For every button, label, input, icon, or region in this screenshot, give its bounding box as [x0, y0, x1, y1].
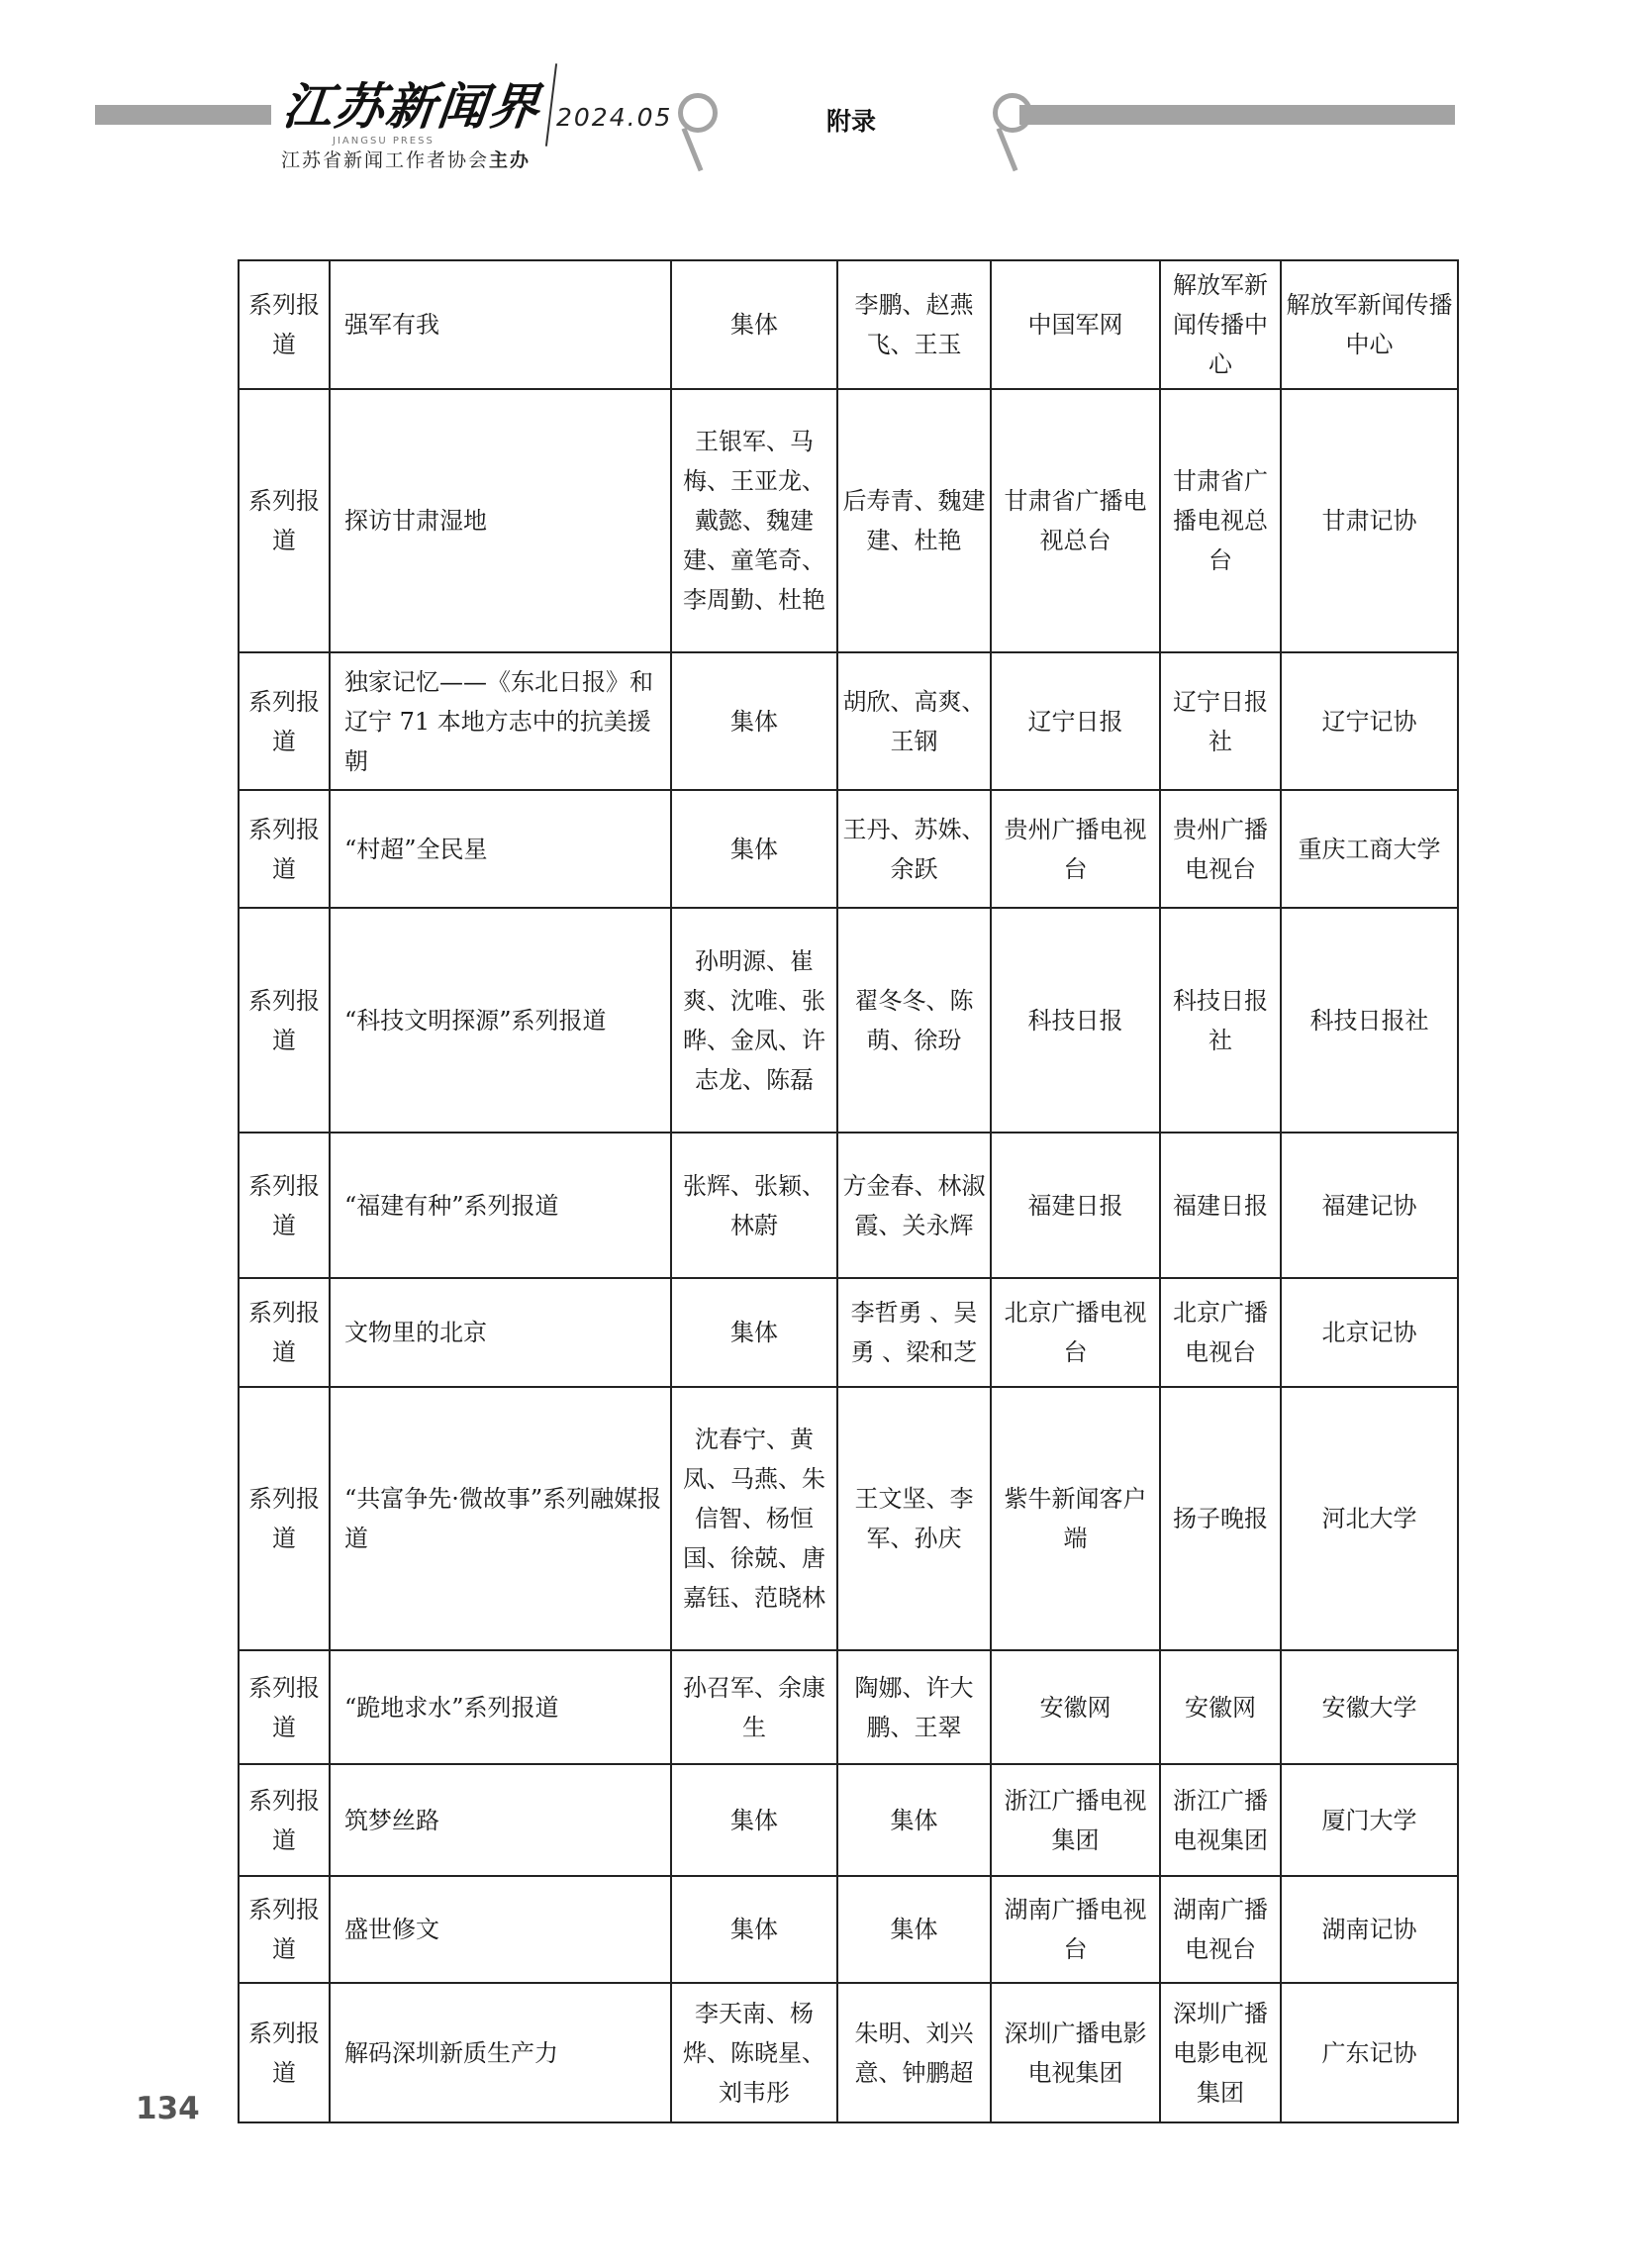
cell-type: 系列报道 [239, 790, 330, 908]
page-number: 134 [136, 2091, 200, 2126]
cell-publisher: 中国军网 [991, 260, 1160, 389]
cell-editors: 王文坚、李军、孙庆 [837, 1387, 991, 1650]
cell-type: 系列报道 [239, 1278, 330, 1387]
cell-authors: 张辉、张颖、林蔚 [671, 1133, 837, 1278]
cell-editors: 王丹、苏姝、余跃 [837, 790, 991, 908]
awards-table-body [239, 260, 1458, 2122]
cell-recommender: 河北大学 [1281, 1387, 1458, 1650]
cell-publisher: 贵州广播电视台 [991, 790, 1160, 908]
table-row [239, 1876, 1458, 1983]
pin-stem [997, 128, 1018, 172]
cell-recommender: 科技日报社 [1281, 908, 1458, 1133]
cell-unit: 扬子晚报 [1160, 1387, 1281, 1650]
table-row [239, 1278, 1458, 1387]
cell-unit: 安徽网 [1160, 1650, 1281, 1764]
cell-title: “科技文明探源”系列报道 [330, 908, 671, 1133]
cell-recommender: 湖南记协 [1281, 1876, 1458, 1983]
table-row [239, 1983, 1458, 2122]
cell-recommender: 厦门大学 [1281, 1764, 1458, 1876]
cell-unit: 解放军新闻传播中心 [1160, 260, 1281, 389]
cell-unit: 福建日报 [1160, 1133, 1281, 1278]
cell-authors: 王银军、马梅、王亚龙、戴懿、魏建建、童笔奇、李周勤、杜艳 [671, 389, 837, 652]
cell-authors: 集体 [671, 652, 837, 790]
table-row [239, 652, 1458, 790]
awards-table [238, 259, 1459, 2123]
cell-authors: 集体 [671, 1278, 837, 1387]
table-row [239, 260, 1458, 389]
cell-authors: 集体 [671, 790, 837, 908]
cell-publisher: 浙江广播电视集团 [991, 1764, 1160, 1876]
cell-publisher: 紫牛新闻客户端 [991, 1387, 1160, 1650]
cell-recommender: 北京记协 [1281, 1278, 1458, 1387]
cell-publisher: 辽宁日报 [991, 652, 1160, 790]
cell-editors: 后寿青、魏建建、杜艳 [837, 389, 991, 652]
cell-editors: 李哲勇 、吴勇 、梁和芝 [837, 1278, 991, 1387]
cell-authors: 沈春宁、黄凤、马燕、朱信智、杨恒国、徐兢、唐嘉钰、范晓林 [671, 1387, 837, 1650]
cell-editors: 朱明、刘兴意、钟鹏超 [837, 1983, 991, 2122]
masthead-subtitle: JIANGSU PRESS [333, 136, 435, 147]
cell-publisher: 湖南广播电视台 [991, 1876, 1160, 1983]
cell-editors: 方金春、林淑霞、关永辉 [837, 1133, 991, 1278]
cell-authors: 孙召军、余康生 [671, 1650, 837, 1764]
header-band-left [95, 105, 271, 125]
cell-publisher: 安徽网 [991, 1650, 1160, 1764]
cell-title: 解码深圳新质生产力 [330, 1983, 671, 2122]
cell-authors: 孙明源、崔爽、沈唯、张晔、金凤、许志龙、陈磊 [671, 908, 837, 1133]
cell-recommender: 安徽大学 [1281, 1650, 1458, 1764]
cell-unit: 湖南广播电视台 [1160, 1876, 1281, 1983]
cell-unit: 贵州广播电视台 [1160, 790, 1281, 908]
sponsor-name: 江苏省新闻工作者协会 [281, 149, 490, 171]
cell-publisher: 福建日报 [991, 1133, 1160, 1278]
cell-type: 系列报道 [239, 1983, 330, 2122]
cell-title: 探访甘肃湿地 [330, 389, 671, 652]
cell-publisher: 北京广播电视台 [991, 1278, 1160, 1387]
cell-type: 系列报道 [239, 389, 330, 652]
header-band-right [1019, 105, 1455, 125]
cell-recommender: 重庆工商大学 [1281, 790, 1458, 908]
cell-type: 系列报道 [239, 260, 330, 389]
table-row [239, 1764, 1458, 1876]
cell-title: 强军有我 [330, 260, 671, 389]
table-row [239, 790, 1458, 908]
cell-title: 筑梦丝路 [330, 1764, 671, 1876]
cell-unit: 北京广播电视台 [1160, 1278, 1281, 1387]
cell-publisher: 科技日报 [991, 908, 1160, 1133]
cell-recommender: 甘肃记协 [1281, 389, 1458, 652]
cell-authors: 李天南、杨烨、陈晓星、刘韦彤 [671, 1983, 837, 2122]
cell-editors: 翟冬冬、陈萌、徐玢 [837, 908, 991, 1133]
cell-editors: 集体 [837, 1764, 991, 1876]
pin-icon [678, 93, 718, 133]
table-row [239, 1650, 1458, 1764]
cell-unit: 浙江广播电视集团 [1160, 1764, 1281, 1876]
table-row [239, 908, 1458, 1133]
cell-recommender: 辽宁记协 [1281, 652, 1458, 790]
cell-type: 系列报道 [239, 908, 330, 1133]
masthead-logo: 江苏新闻界 [279, 78, 544, 136]
cell-editors: 胡欣、高爽、王钢 [837, 652, 991, 790]
cell-editors: 集体 [837, 1876, 991, 1983]
cell-authors: 集体 [671, 1876, 837, 1983]
sponsor-role: 主办 [489, 149, 532, 171]
cell-title: 文物里的北京 [330, 1278, 671, 1387]
cell-title: “村超”全民星 [330, 790, 671, 908]
table-row [239, 1133, 1458, 1278]
pin-stem [682, 128, 704, 172]
cell-title: 盛世修文 [330, 1876, 671, 1983]
cell-title: “福建有种”系列报道 [330, 1133, 671, 1278]
cell-unit: 辽宁日报社 [1160, 652, 1281, 790]
cell-unit: 深圳广播电影电视集团 [1160, 1983, 1281, 2122]
sponsor-line [281, 146, 531, 172]
cell-authors: 集体 [671, 260, 837, 389]
cell-publisher: 甘肃省广播电视总台 [991, 389, 1160, 652]
cell-editors: 李鹏、赵燕飞、王玉 [837, 260, 991, 389]
cell-type: 系列报道 [239, 1387, 330, 1650]
table-row [239, 389, 1458, 652]
table-row [239, 1387, 1458, 1650]
cell-title: “共富争先·微故事”系列融媒报道 [330, 1387, 671, 1650]
cell-recommender: 广东记协 [1281, 1983, 1458, 2122]
cell-type: 系列报道 [239, 652, 330, 790]
section-title: 附录 [826, 107, 877, 136]
cell-title: “跪地求水”系列报道 [330, 1650, 671, 1764]
cell-unit: 科技日报社 [1160, 908, 1281, 1133]
cell-unit: 甘肃省广播电视总台 [1160, 389, 1281, 652]
cell-recommender: 解放军新闻传播中心 [1281, 260, 1458, 389]
cell-type: 系列报道 [239, 1650, 330, 1764]
cell-publisher: 深圳广播电影电视集团 [991, 1983, 1160, 2122]
cell-editors: 陶娜、许大鹏、王翠 [837, 1650, 991, 1764]
issue-number: 2024.05 [556, 103, 673, 132]
cell-type: 系列报道 [239, 1764, 330, 1876]
cell-recommender: 福建记协 [1281, 1133, 1458, 1278]
cell-type: 系列报道 [239, 1133, 330, 1278]
cell-type: 系列报道 [239, 1876, 330, 1983]
cell-authors: 集体 [671, 1764, 837, 1876]
cell-title: 独家记忆——《东北日报》和辽宁 71 本地方志中的抗美援朝 [330, 652, 671, 790]
